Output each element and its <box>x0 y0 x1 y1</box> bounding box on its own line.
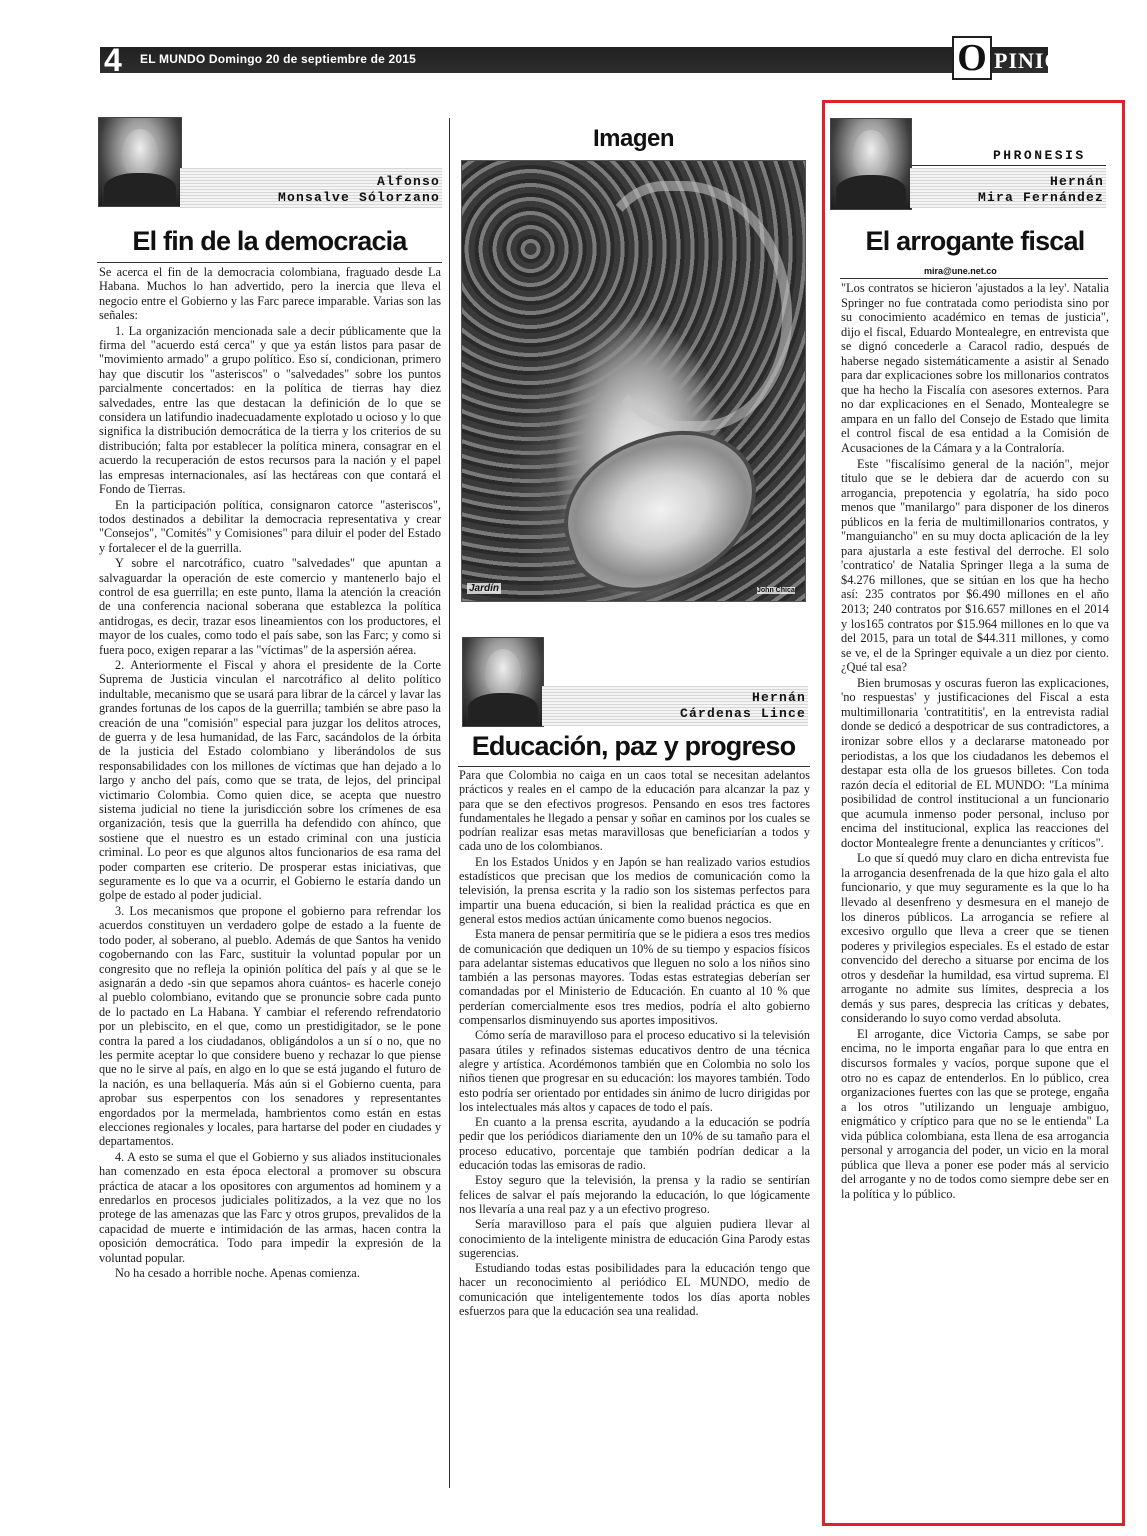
masthead-date: EL MUNDO Domingo 20 de septiembre de 2015 <box>140 52 417 66</box>
paragraph: Este "fiscalísimo general de la nación", mejor titulo que se le debiera dar de acuerdo con su arrogancia, prepotencia y egolatría, ha sido poco menos que "manilargo" para disponer de los dineros públicos en la feria de multimillonarios contratos, y "manguiancho" en su muy docta aplicación de la ley para ajustarla a este festival del derroche. El solo 'contratico' de Natalia Springer llega a la suma de $4.276 millones, que se sitúan en los que ha hecho así: 235 contratos por $6.490 millones en el año 2013; 240 contratos por $16.657 millones en el 2014 y los165 contratos por $15.964 millones en lo que va del 2015, para un total de $44.311 millones, y como se ve, el de la Springer equivale a un diez por ciento. ¿Qué tal esa? <box>841 456 1109 675</box>
article-body <box>841 281 1109 1202</box>
title-rule <box>458 766 810 767</box>
paragraph: Para que Colombia no caiga en un caos total se necesitan adelantos prácticos y reales en el campo de la educación para alcanzar la paz y para que se den efectivos progresos. Pensando en esos tres factores fundamentales he llegado a pensar y soñar en caminos por los cuales se podrían realizar esas metas maravillosas que beneficiarían a todos y cada uno de los colombianos. <box>459 768 810 854</box>
paragraph: 4. A esto se suma el que el Gobierno y sus aliados institucionales han comenzado en esta época electoral a promover su obscura práctica de atacar a los opositores con argumentos ad hominem y a enredarlos en procesos judiciales politizados, a la vez que no los protege de las amenazas que las Farc y otros grupos, prevalidos de la capacidad de muerte e intimidación de las armas, hacen contra la oposición democrática. Todo para impedir la expresión de la voluntad popular. <box>99 1149 441 1265</box>
paragraph: En la participación política, consignaron catorce "asteriscos", todos destinados a debilitar la democracia representativa y crear "Consejos", "Comités" y Comisiones" para diluir el poder del Estado y fortalecer el de la guerrilla. <box>99 497 441 555</box>
paragraph: En los Estados Unidos y en Japón se han realizado varios estudios estadísticos que precisan que los medios de comunicación como la televisión, la prensa escrita y la radio son los sistemas perfectos para impartir una buena educación, si bien la realidad práctica es que en general estos medios actúan únicamente como buenos negocios. <box>459 854 810 926</box>
author-last-name: Mira Fernández <box>977 190 1104 205</box>
author-photo <box>462 637 544 727</box>
paragraph: El arrogante, dice Victoria Camps, se sabe por encima, no le importa engañar para lo que entra en discursos formales y vacíos, porque supone que el otro no es capaz de entenderlos. En lo público, crea organizaciones fuertes con las que se protege, engaña a los otros "utilizando un lenguaje ambiguo, enigmático y críptico para que no se le entienda" La vida pública colombiana, esta llena de esa arrogancia personal y arrogancia del poder, un vicio en la moral pública que lleva a poner ese poder más al servicio del arrogante y no de todos como siempre debe ser en la política y lo público. <box>841 1026 1109 1201</box>
author-name <box>544 690 806 722</box>
author-first-name: Alfonso <box>376 174 440 189</box>
paragraph: 1. La organización mencionada sale a decir públicamente que la firma del "acuerdo está cerca" y que ya están listos para pasar de "movimiento armado" a grupo político. Eso sí, condicionan, primero hay que discutir los "asteriscos" o "salvedades" sobre los puntos parcialmente concertados: en la política de tierras hay diez salvedades, entre las que destacan la definición de lo que se considera un latifundio inadecuadamente explotado u ocioso y lo que significa la distribución democrática de la tierra y los criterios de su distribución; falta por establecer la política minera, consagrar en el acuerdo la recuperación de estos recursos para la nación y el papel las empresas internacionales, así las hectáreas con que contará el Fondo de Tierras. <box>99 323 441 497</box>
author-email: mira@une.net.co <box>924 266 997 276</box>
paragraph: Se acerca el fin de la democracia colombiana, fraguado desde La Habana. Muchos lo han advertido, pero la inercia que lleva el negocio entre el Gobierno y las Farc parece imparable. Varias son las señales: <box>99 265 441 323</box>
author-first-name: Hernán <box>1049 174 1104 189</box>
author-last-name: Monsalve Sólorzano <box>277 190 440 205</box>
column-tag: PHRONESIS <box>993 148 1086 163</box>
garden-photo <box>461 160 806 602</box>
author-first-name: Hernán <box>751 690 806 705</box>
photo-credit: John Chica <box>757 587 795 594</box>
page-number: 4 <box>104 42 122 78</box>
paragraph: 3. Los mecanismos que propone el gobierno para refrendar los acuerdos constituyen un verdadero golpe de estado a la fuente de todo poder, al soberano, al pueblo. Además de que Santos ha venido cogobernando con las Farc, sustituir la voluntad popular por un congresito que no refleja la opinión política del país y al que se le asignarán a dedo -sin que sepamos ahora cuántos- es hacerle conejo al pueblo colombiano, evitando que se pronuncie sobre cada punto de lo pactado en La Habana. Y cambiar el referendo refrendatorio por un plebiscito, en el que, como un prestidigitador, se le pone contra la pared a los ciudadanos, obligándolos a un sí o no, que no les permite aceptar lo que considere bueno y rechazar lo que piense que no le sirve al país, en algo en lo que se está jugando el futuro de la nación, es una bellaquería. Más aún si el Gobierno cuenta, para aprobar sus esperpentos con los senadores y representantes engordados por la mermelada, hambrientos como están en estas elecciones regionales y locales, para hartarse del poder en ciudades y departamentos. <box>99 903 441 1149</box>
author-last-name: Cárdenas Lince <box>679 706 806 721</box>
paragraph: Esta manera de pensar permitiría que se le pidiera a esos tres medios de comunicación que dediquen un 10% de su tiempo y espacios físicos para adelantar sistemas educativos que lleguen no solo a los niños sino también a las personas mayores. Todas estas estrategias deberían ser comandadas por el Ministerio de Educación. En cuanto al 10 % que perderían comercialmente esos tres medios, podría el alto gobierno compensarlos disminuyendo sus aportes impositivos. <box>459 927 810 1028</box>
paragraph: Cómo sería de maravilloso para el proceso educativo si la televisión pasara útiles y refinados sistemas educativos dentro de una técnica alegre y artística. Acordémonos también que en Colombia no solo los niños tienen que progresar en su educación: los mayores también. Todo esto podría ser orientado por entidades sin ánimo de lucro dirigidas por los intelectuales más altos y capaces de todo el país. <box>459 1028 810 1114</box>
title-rule <box>97 262 442 263</box>
paragraph: Lo que sí quedó muy claro en dicha entrevista fue la arrogancia desenfrenada de la que hizo gala el alto funcionario, y que muy seguramente es la que lo ha llevado al desenfreno y desmesura en el manejo de los dineros públicos. La arrogancia se refiere al excesivo orgullo que lleva a creer que se tienen poderes y privilegios especiales. Es el estado de estar convencido del derecho a situarse por encima de los otros y desdeñar la humildad, esa virtud suprema. El arrogante no admite sus límites, desprecia a los demás y sus pares, desprecia las críticas y debates, considerando lo suyo como verdad absoluta. <box>841 851 1109 1026</box>
article-title: Educación, paz y progreso <box>471 731 796 761</box>
author-name <box>912 174 1104 206</box>
article-body <box>459 768 810 1319</box>
paragraph: Bien brumosas y oscuras fueron las explicaciones, 'no respuestas' y justificaciones del Fiscal a esta multimillonaria 'contratititis', en la entrevista radial donde se dedicó a despotricar de sus contradictores, a ironizar sobre ellos y a declararse matoneado por periodistas, a los que los ciudadanos les debemos el destapar esta olla de los gruesos billetes. Con toda razón decía el editorial de EL MUNDO: "La mínima posibilidad de control institucional a un funcionario que acumula inmenso poder personal, incluso por encima del institucional, explica las reacciones del doctor Montealegre frente a denunciantes y críticos". <box>841 675 1109 850</box>
paragraph: Sería maravilloso para el país que alguien pudiera llevar al conocimiento de la inteligente ministra de educación Gina Parody estas sugerencias. <box>459 1217 810 1260</box>
paragraph: "Los contratos se hicieron 'ajustados a la ley'. Natalia Springer no fue contratada como periodista sino por su conocimiento académico en temas de justicia", dijo el fiscal, Eduardo Montealegre, en entrevista que se dignó concederle a Caracol radio, después de haberse negado sistemáticamente a asistir al Senado para dar explicaciones sobre los millonarios contratos que ha hecho la Fiscalía con asesores externos. Para no dar explicaciones en el Senado, Montealegre se ampara en un fallo del Consejo de Estado que limita el control fiscal de esa entidad a la Comisión de Acusaciones de la Cámara y a la Contraloría. <box>841 281 1109 456</box>
tag-rule <box>910 165 1106 166</box>
article-title: El fin de la democracia <box>132 226 407 256</box>
column-divider <box>449 118 450 1488</box>
paragraph: No ha cesado a horrible noche. Apenas comienza. <box>115 1266 360 1281</box>
article-title: El arrogante fiscal <box>865 226 1085 256</box>
author-photo <box>830 118 912 210</box>
image-section-title: Imagen <box>592 125 675 152</box>
paragraph: Estudiando todas estas posibilidades para la educación tengo que hacer un reconocimiento al periódico EL MUNDO, medio de comunicación que inteligentemente todos los días aporta nobles esfuerzos para que la educación sea una realidad. <box>459 1261 810 1318</box>
title-rule <box>840 278 1108 279</box>
section-initial: O <box>952 36 992 80</box>
paragraph: Estoy seguro que la televisión, la prensa y la radio se sentirían felices de salvar el país mejorando la educación, lo que lógicamente nos llevaría a una real paz y a un efectivo progreso. <box>459 1173 810 1216</box>
author-photo <box>98 117 182 207</box>
author-name <box>182 174 440 206</box>
section-title: PINIÓN <box>994 48 1080 73</box>
paragraph: Y sobre el narcotráfico, cuatro "salvedades" que apuntan a salvaguardar la operación de este comercio y mantenerlo bajo el control de esa guerrilla; en este punto, llama la atención la creación de una conferencia nacional soberana que establezca la política antidrogas, es decir, trazar esos lineamientos con los productores, el mayor de los cuales, como todo el país sabe, son las Farc; y como si fuera poco, exigen reparar a las "víctimas" de la aspersión aérea. <box>99 556 441 657</box>
paragraph: 2. Anteriormente el Fiscal y ahora el presidente de la Corte Suprema de Justicia vinculan el narcotráfico al delito político indultable, mecanismo que se usará para librar de la cárcel y lavar las grandes fortunas de los capos de la guerrilla; también se abre paso la creación de una "comisión" especial para juzgar los delitos atroces, de guerra y de lesa humanidad, de las Farc, sacándolos de la órbita de la justicia del Estado colombiano y liberándolos de sus responsabilidades con los millones de víctimas que han dejado a lo largo y ancho del país, como que se trata, de lejos, del principal victimario Colombia. Como quien dice, se acepta que nuestro sistema judicial no tiene la jurisdicción sobre los crímenes de esa organización, tesis que la guerrilla ha defendido con ahínco, que sostiene que el nuestro es un estado criminal con una justicia criminal. Lo peor es que algunos altos funcionarios de esa rama del poder comparten ese criterio. De prosperar estas iniciativas, que seguramente es lo que va a ocurrir, el Gobierno le estaría dando un golpe de estado al poder judicial. <box>99 657 441 903</box>
article-body <box>99 265 441 1281</box>
paragraph: En cuanto a la prensa escrita, ayudando a la educación se podría pedir que los periódicos diariamente den un 10% de su tamaño para el proceso educativo, porcentaje que también podrían dedicar a la educación todas las emisoras de radio. <box>459 1115 810 1173</box>
photo-caption: Jardín <box>469 583 500 594</box>
